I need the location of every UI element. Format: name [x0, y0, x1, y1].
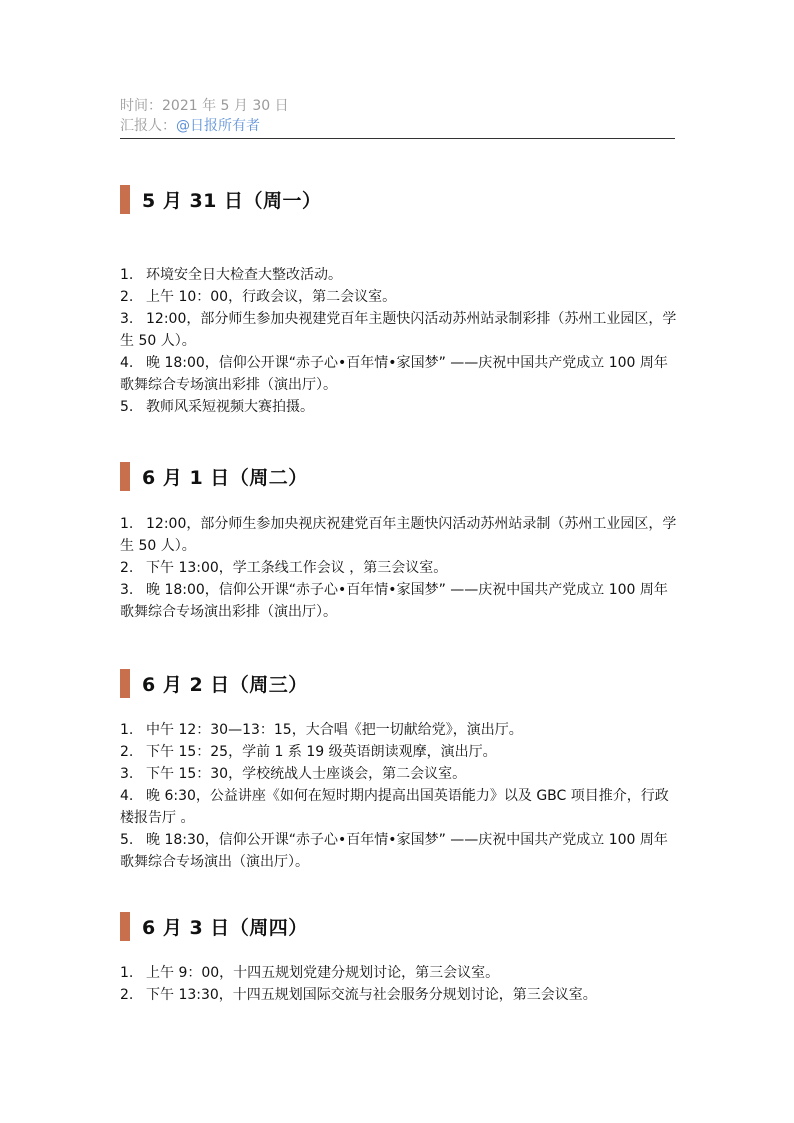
day-heading-3 — [120, 668, 308, 698]
list-item — [120, 719, 680, 741]
item-number: 2. — [120, 289, 134, 305]
item-number: 1. — [120, 267, 134, 283]
item-text: 下午 13:30，十四五规划国际交流与社会服务分规划讨论，第三会议室。 — [146, 987, 597, 1003]
item-text: 12:00，部分师生参加央视庆祝建党百年主题快闪活动苏州站录制（苏州工业园区，学生 50 人）。 — [120, 516, 677, 554]
list-item — [120, 763, 680, 785]
time-label: 时间： — [120, 98, 162, 114]
day-heading-text: 6 月 3 日（周四） — [142, 916, 308, 939]
day-heading-4 — [120, 911, 308, 941]
list-item — [120, 741, 680, 763]
heading-accent-bar — [120, 669, 130, 698]
day-heading-text: 6 月 1 日（周二） — [142, 466, 308, 489]
header-divider — [120, 138, 675, 139]
reporter-label: 汇报人： — [120, 118, 176, 134]
day-items-4 — [120, 962, 680, 1006]
report-reporter — [120, 116, 289, 136]
day-heading-1 — [120, 184, 322, 214]
list-item — [120, 264, 680, 286]
heading-accent-bar — [120, 462, 130, 491]
day-items-2 — [120, 513, 680, 623]
item-number: 3. — [120, 582, 134, 598]
time-value: 2021 年 5 月 30 日 — [162, 98, 289, 114]
heading-accent-bar — [120, 912, 130, 941]
day-heading-text: 6 月 2 日（周三） — [142, 673, 308, 696]
item-text: 12:00，部分师生参加央视建党百年主题快闪活动苏州站录制彩排（苏州工业园区，学生 50 人）。 — [120, 311, 677, 349]
list-item — [120, 352, 680, 396]
day-items-3 — [120, 719, 680, 873]
item-number: 2. — [120, 987, 134, 1003]
list-item — [120, 984, 680, 1006]
list-item — [120, 286, 680, 308]
item-number: 5. — [120, 832, 134, 848]
item-text: 上午 9：00，十四五规划党建分规划讨论，第三会议室。 — [146, 965, 500, 981]
item-text: 下午 15：25，学前 1 系 19 级英语朗读观摩，演出厅。 — [146, 744, 497, 760]
list-item — [120, 513, 680, 557]
item-number: 2. — [120, 560, 134, 576]
list-item — [120, 396, 680, 418]
item-number: 4. — [120, 355, 134, 371]
item-text: 晚 6:30，公益讲座《如何在短时期内提高出国英语能力》以及 GBC 项目推介，行政楼报告厅 。 — [120, 788, 669, 826]
report-meta — [120, 96, 289, 136]
item-number: 3. — [120, 766, 134, 782]
day-heading-text: 5 月 31 日（周一） — [142, 189, 322, 212]
item-number: 5. — [120, 399, 134, 415]
item-text: 晚 18:00，信仰公开课“赤子心•百年情•家国梦” ——庆祝中国共产党成立 100 周年歌舞综合专场演出彩排（演出厅）。 — [120, 582, 668, 620]
item-text: 上午 10：00，行政会议，第二会议室。 — [146, 289, 397, 305]
reporter-mention[interactable]: @日报所有者 — [176, 118, 260, 134]
list-item — [120, 557, 680, 579]
item-text: 环境安全日大检查大整改活动。 — [146, 267, 342, 283]
list-item — [120, 308, 680, 352]
list-item — [120, 962, 680, 984]
item-number: 3. — [120, 311, 134, 327]
item-text: 晚 18:30，信仰公开课“赤子心•百年情•家国梦” ——庆祝中国共产党成立 100 周年歌舞综合专场演出（演出厅）。 — [120, 832, 668, 870]
heading-accent-bar — [120, 185, 130, 214]
list-item — [120, 579, 680, 623]
item-number: 1. — [120, 722, 134, 738]
item-number: 2. — [120, 744, 134, 760]
item-number: 4. — [120, 788, 134, 804]
item-text: 晚 18:00，信仰公开课“赤子心•百年情•家国梦” ——庆祝中国共产党成立 100 周年歌舞综合专场演出彩排（演出厅）。 — [120, 355, 668, 393]
list-item — [120, 829, 680, 873]
day-heading-2 — [120, 461, 308, 491]
item-text: 下午 15：30，学校统战人士座谈会，第二会议室。 — [146, 766, 467, 782]
list-item — [120, 785, 680, 829]
report-time — [120, 96, 289, 116]
day-items-1 — [120, 264, 680, 418]
item-number: 1. — [120, 965, 134, 981]
item-text: 下午 13:00，学工条线工作会议 ，第三会议室。 — [146, 560, 448, 576]
item-text: 中午 12：30—13：15，大合唱《把一切献给党》，演出厅。 — [146, 722, 523, 738]
item-number: 1. — [120, 516, 134, 532]
item-text: 教师风采短视频大赛拍摄。 — [146, 399, 314, 415]
